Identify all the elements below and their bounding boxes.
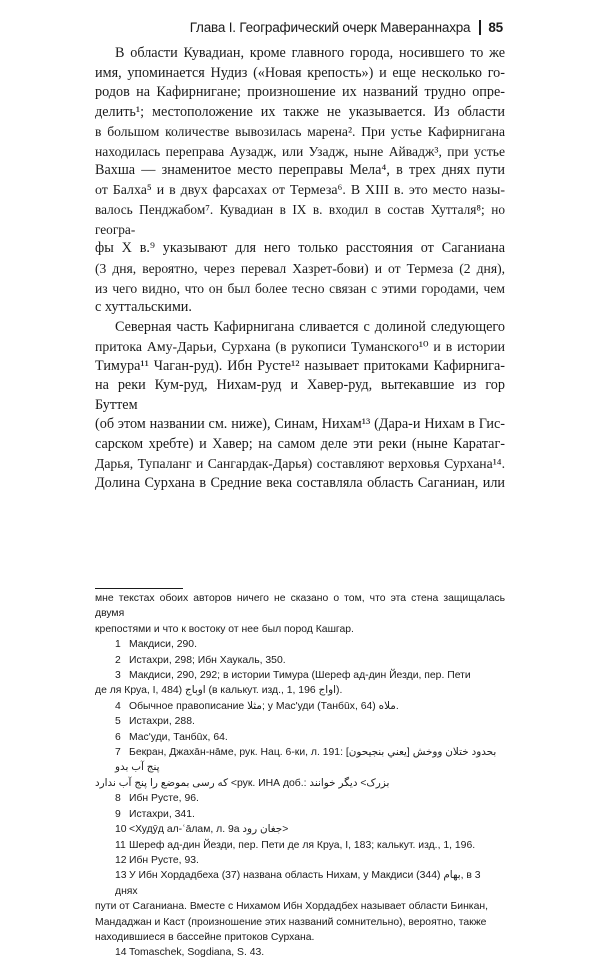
- body-line: (об этом названии см. ниже), Синам, Нихам¹³ (Дара-и Нихам в Гис-: [95, 416, 505, 433]
- body-line: сарском хребте) и Хавер; на самом деле эти реки (ныне Каратаг-: [95, 435, 505, 452]
- footnote-9: [95, 807, 505, 822]
- footnote-number: 9: [115, 808, 121, 820]
- footnote-text: Истахри, 298; Ибн Хаукаль, 350.: [129, 654, 286, 666]
- footnote-number: 7: [115, 747, 121, 759]
- body-line: от Балха⁵ и в двух фарсахах от Термеза⁶. В XIII в. это место назы-: [95, 182, 505, 198]
- body-line: Тимура¹¹ Чаган-руд). Ибн Русте¹² называет притоками Кафирнига-: [95, 357, 505, 374]
- running-header: [95, 16, 503, 38]
- footnote-5: [95, 714, 505, 729]
- footnote-number: 11: [115, 839, 126, 851]
- footnote-number: 13: [115, 870, 127, 882]
- footnote-text: Макдиси, 290, 292; в истории Тимура (Шереф ад-дин Йезди, пер. Пети: [129, 670, 471, 682]
- footnote-continuation-line: крепостями и что к востоку от нее был пород Кашгар.: [95, 623, 354, 635]
- body-line: В области Кувадиан, кроме главного города, носившего то же: [115, 45, 505, 61]
- paragraph-2: [95, 318, 505, 494]
- footnote-number: 6: [115, 731, 121, 743]
- paragraph-1: [95, 44, 505, 318]
- footnote-text: <Худӯд ал-ʿāлам, л. 9a جغان رود>: [129, 824, 289, 836]
- body-line: находилась переправа Аузадж, или Узадж, ныне Айвадж³, при устье: [95, 143, 505, 159]
- footnote-text: Ибн Русте, 96.: [129, 793, 199, 805]
- footnote-10: [95, 822, 505, 837]
- body-line: Северная часть Кафирнигана сливается с долиной следующего: [115, 318, 505, 335]
- footnote-text: Истахри, 288.: [129, 716, 195, 728]
- body-line: в большом количестве вывозилась марена². При устье Кафирнигана: [95, 124, 505, 140]
- main-text: [95, 44, 505, 494]
- footnote-13-line-4: находившиеся в бассейне притоков Сурхана.: [95, 931, 315, 943]
- body-line: из чего видно, что он был более тесно связан с этими городами, чем: [95, 280, 505, 296]
- body-line: имя, упоминается Нудиз («Новая крепость») и еще несколько го-: [95, 64, 505, 81]
- footnote-7-line-2: که رسی بموضع را پنج آب ندارد <рук. ИНА доб.: بزرک> دیگر خوانند: [95, 777, 390, 789]
- body-line: Дарья, Тупаланг и Сангардак-Дарья) составляют верховья Сурхана¹⁴.: [95, 456, 505, 472]
- page-number: 85: [488, 19, 503, 35]
- footnote-text: Бекран, Джахāн-нāме, рук. Нац. 6-ки, л. 191: [يعني بنجيحون] بحدود ختلان ووخش پنج آب بدو: [115, 747, 497, 774]
- footnote-1: [95, 637, 505, 652]
- footnote-3: [95, 668, 505, 683]
- footnote-12: [95, 853, 505, 868]
- footnote-number: 10: [115, 824, 127, 836]
- footnote-6: [95, 730, 505, 745]
- body-line: Долина Сурхана в Средние века составляла область Саганиан, или: [95, 475, 505, 492]
- footnotes: [95, 591, 505, 961]
- footnote-13-line-2: пути от Саганиана. Вместе с Нихамом Ибн Хордадбех называет области Бинкан,: [95, 901, 488, 913]
- footnote-13-line-3: Мандаджан и Каст (произношение этих названий сомнительно), вероятно, также: [95, 916, 487, 928]
- footnote-number: 1: [115, 639, 121, 651]
- footnote-number: 2: [115, 654, 121, 666]
- footnote-text: Шереф ад-дин Йезди, пер. Пети де ля Круа, I, 183; калькут. изд., 1, 196.: [129, 839, 476, 851]
- footnote-text: Макдиси, 290.: [129, 639, 197, 651]
- body-line: делить¹; местоположение их также не указывается. Из области: [95, 103, 505, 120]
- body-line: Вахша — знаменитое место переправы Мела⁴, в трех днях пути: [95, 162, 505, 179]
- body-line: валось Пенджабом⁷. Кувадиан в IX в. входил в состав Хутталя⁸; но геогра-: [95, 202, 505, 237]
- footnote-number: 5: [115, 716, 121, 728]
- footnote-8: [95, 791, 505, 806]
- footnote-number: 3: [115, 670, 121, 682]
- footnote-4: [95, 699, 505, 714]
- body-line: притока Аму-Дарьи, Сурхана (в рукописи Туманского¹⁰ и в истории: [95, 339, 505, 355]
- footnote-rule: [95, 588, 183, 589]
- footnote-number: 14: [115, 947, 127, 959]
- footnote-14: [95, 945, 505, 960]
- footnote-text: Мас'уди, Танбūх, 64.: [129, 731, 228, 743]
- body-line: (3 дня, вероятно, через перевал Хазрет-бови) и от Термеза (2 дня),: [95, 261, 505, 277]
- footnote-number: 12: [115, 854, 127, 866]
- footnote-number: 4: [115, 700, 121, 712]
- footnote-text: У Ибн Хордадбеха (37) названа область Нихам, у Макдиси (344) بهام, в 3 днях: [115, 870, 481, 897]
- body-line: на реки Кум-руд, Нихам-руд и Хавер-руд, вытекавшие из гор Буттем: [95, 377, 505, 413]
- footnote-text: Tomaschek, Sogdiana, S. 43.: [129, 947, 265, 959]
- header-separator: [479, 20, 481, 35]
- body-line: с хуттальскими.: [95, 299, 192, 316]
- footnote-13: [95, 868, 505, 899]
- footnote-2: [95, 653, 505, 668]
- footnote-text: Ибн Русте, 93.: [129, 854, 199, 866]
- footnote-number: 8: [115, 793, 121, 805]
- footnote-continuation-line: мне текстах обоих авторов ничего не сказано о том, что эта стена защищалась двумя: [95, 593, 505, 620]
- running-title: Глава I. Географический очерк Мавераннахра: [189, 19, 471, 35]
- body-line: родов на Кафирнигане; произношение их названий трудно опре-: [95, 84, 505, 101]
- body-line: фы X в.⁹ указывают для него только расстояния от Саганиана: [95, 240, 505, 257]
- footnote-text: Истахри, 341.: [129, 808, 195, 820]
- footnote-3-line-2: де ля Круа, I, 484) اوباج (в калькут. изд., 1, 196 اواج).: [95, 685, 343, 697]
- footnote-11: [95, 838, 505, 853]
- footnote-text: Обычное правописание مثلا; у Мас'уди (Танбūх, 64) ملاه.: [129, 700, 399, 712]
